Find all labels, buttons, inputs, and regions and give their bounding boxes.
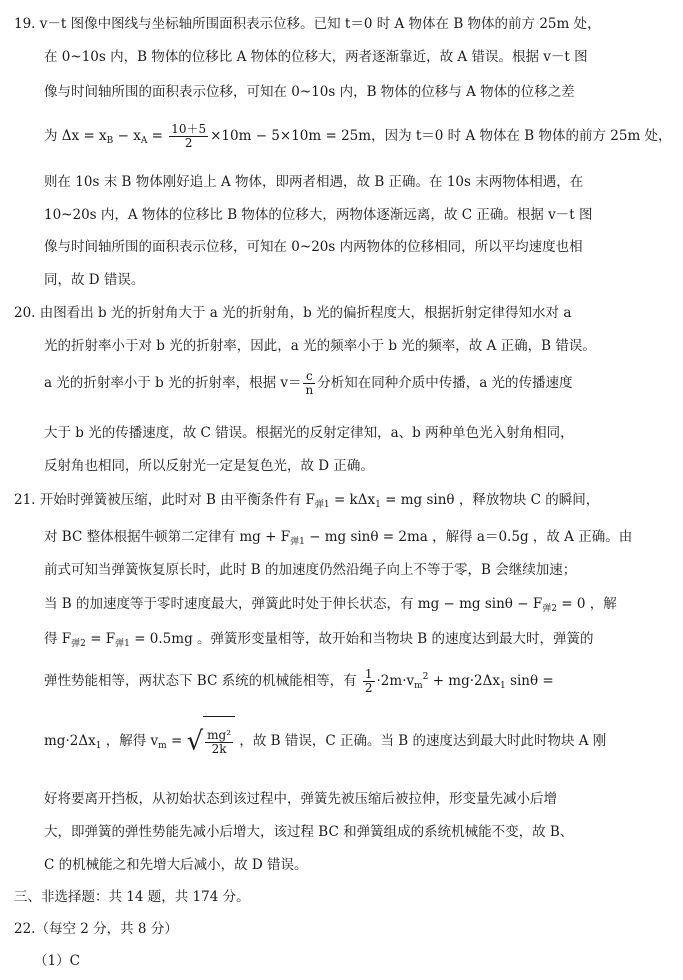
q21-line-9: 大，即弹簧的弹性势能先减小后增大，该过程 BC 和弹簧组成的系统机械能不变，故 B、 [44,824,574,840]
q19-line-1: 19. v－t 图像中图线与坐标轴所围面积表示位移。已知 t＝0 时 A 物体在 B 物体的前方 25m 处， [14,16,601,32]
fraction-numerator: c [303,370,315,384]
square-root [187,716,235,767]
formula-text: 当 B 的加速度等于零时速度最大，弹簧此时处于伸长状态，有 mg − mg sinθ − F [44,596,543,612]
fraction-denominator: n [305,383,314,397]
formula-text: a 光的折射率小于 b 光的折射率，根据 v＝ [44,375,302,391]
q21-line-4 [44,594,617,616]
formula-text: ·2m·v [376,673,415,689]
subscript: 弹1 [290,537,305,547]
fraction [169,123,208,150]
q20-line-1: 20. 由图看出 b 光的折射角大于 a 光的折射角，b 光的偏折程度大，根据折射定律得知水对 a [14,305,572,321]
fraction [363,668,375,695]
formula-text: = [147,128,168,144]
fraction-numerator: 10＋5 [171,122,207,136]
formula-text: − x [113,128,141,144]
fraction-denominator: 2 [184,136,193,150]
q20-line-5: 反射角也相同，所以反射光一定是复色光，故 D 正确。 [44,458,374,474]
q21-line-1 [14,490,599,512]
fraction-denominator: 2k [211,742,227,756]
subscript: m [414,681,423,691]
fraction-numerator: 1 [364,667,373,681]
q20-line-2: 光的折射率小于对 b 光的折射率，因此，a 光的频率小于 b 光的频率，故 A 正确，B 错误。 [44,338,596,354]
q21-line-7 [44,716,606,766]
subscript: 弹2 [542,604,557,614]
q19-line-5: 则在 10s 末 B 物体刚好追上 A 物体，即两者相遇，故 B 正确。在 10s 末两物体相遇，在 [44,174,584,190]
q19-line-3: 像与时间轴所围的面积表示位移，可知在 0~10s 内，B 物体的位移与 A 物体的位移之差 [44,84,575,100]
q19-line-8: 同，故 D 错误。 [44,272,145,288]
fraction [205,729,233,756]
q21-line-2 [44,527,632,549]
radicand [203,716,235,767]
superscript: 2 [422,672,429,682]
fraction [303,370,315,397]
q20-line-4: 大于 b 光的传播速度，故 C 错误。根据光的反射定律知，a、b 两种单色光入射角相同， [44,425,574,441]
formula-text: = F [85,631,116,647]
formula-text: 为 Δx = x [44,128,107,144]
formula-text: = 0 ，解 [556,596,617,612]
q20-line-3 [44,365,573,401]
formula-text: 分析知在同种介质中传播，a 光的传播速度 [317,375,573,391]
formula-text: − mg sinθ = 2ma ，解得 a＝0.5g ，故 A 正确。由 [304,529,633,545]
fraction-numerator: mg² [207,728,232,742]
subscript: 弹2 [71,639,86,649]
q21-line-5 [44,629,594,651]
q22-answer-1: （1）C [34,953,80,969]
q19-line-6: 10~20s 内，A 物体的位移比 B 物体的位移大，两物体逐渐远离，故 C 正确。根据 v－t 图 [44,207,593,223]
subscript: B [106,136,114,146]
formula-text: = kΔx [329,492,376,508]
formula-text: = mg sinθ ，释放物块 C 的瞬间， [380,492,600,508]
q19-line-7: 像与时间轴所围的面积表示位移，可知在 0~20s 内两物体的位移相同，所以平均速度也相 [44,239,583,255]
q19-line-4 [44,118,672,154]
q19-line-2: 在 0~10s 内，B 物体的位移比 A 物体的位移大，两者逐渐靠近，故 A 错误。根据 v－t 图 [44,49,588,65]
subscript: 1 [500,681,506,691]
formula-text: 弹性势能相等，两状态下 BC 系统的机械能相等，有 [44,673,361,689]
formula-text: 对 BC 整体根据牛顿第二定律有 mg + F [44,529,291,545]
fraction-denominator: 2 [364,681,373,695]
formula-text: + mg·2Δx [428,673,500,689]
subscript: m [158,741,167,751]
formula-text: ×10m − 5×10m = 25m，因为 t＝0 时 A 物体在 B 物体的前方 25m 处， [210,128,672,144]
formula-text: ，故 B 错误，C 正确。当 B 的速度达到最大时此时物块 A 刚 [235,733,607,749]
q21-line-10: C 的机械能之和先增大后减小，故 D 错误。 [44,857,308,873]
formula-text: = [166,733,187,749]
q21-line-8: 好将要离开挡板，从初始状态到该过程中，弹簧先被压缩后被拉伸，形变量先减小后增 [44,791,557,807]
formula-text: sinθ = [505,673,554,689]
section-heading: 三、非选择题：共 14 题，共 174 分。 [14,889,250,905]
formula-text: mg·2Δx [44,733,96,749]
formula-text: 21. 开始时弹簧被压缩，此时对 B 由平衡条件有 F [14,492,315,508]
formula-text: = 0.5mg 。弹簧形变量相等，故开始和当物块 B 的速度达到最大时，弹簧的 [129,631,594,647]
subscript: 弹1 [314,500,330,510]
formula-text: ，解得 v [101,733,159,749]
q21-line-3: 前式可知当弹簧恢复原长时，此时 B 的加速度仍然沿绳子向上不等于零，B 会继续加速； [44,562,577,578]
formula-text: 得 F [44,631,72,647]
subscript: 弹1 [115,639,130,649]
subscript: 1 [95,741,102,751]
q21-line-6 [44,659,554,695]
subscript: A [140,136,148,146]
q22-heading: 22.（每空 2 分，共 8 分） [14,921,178,937]
radical-sign: √ [186,726,204,757]
subscript: 1 [375,500,381,510]
